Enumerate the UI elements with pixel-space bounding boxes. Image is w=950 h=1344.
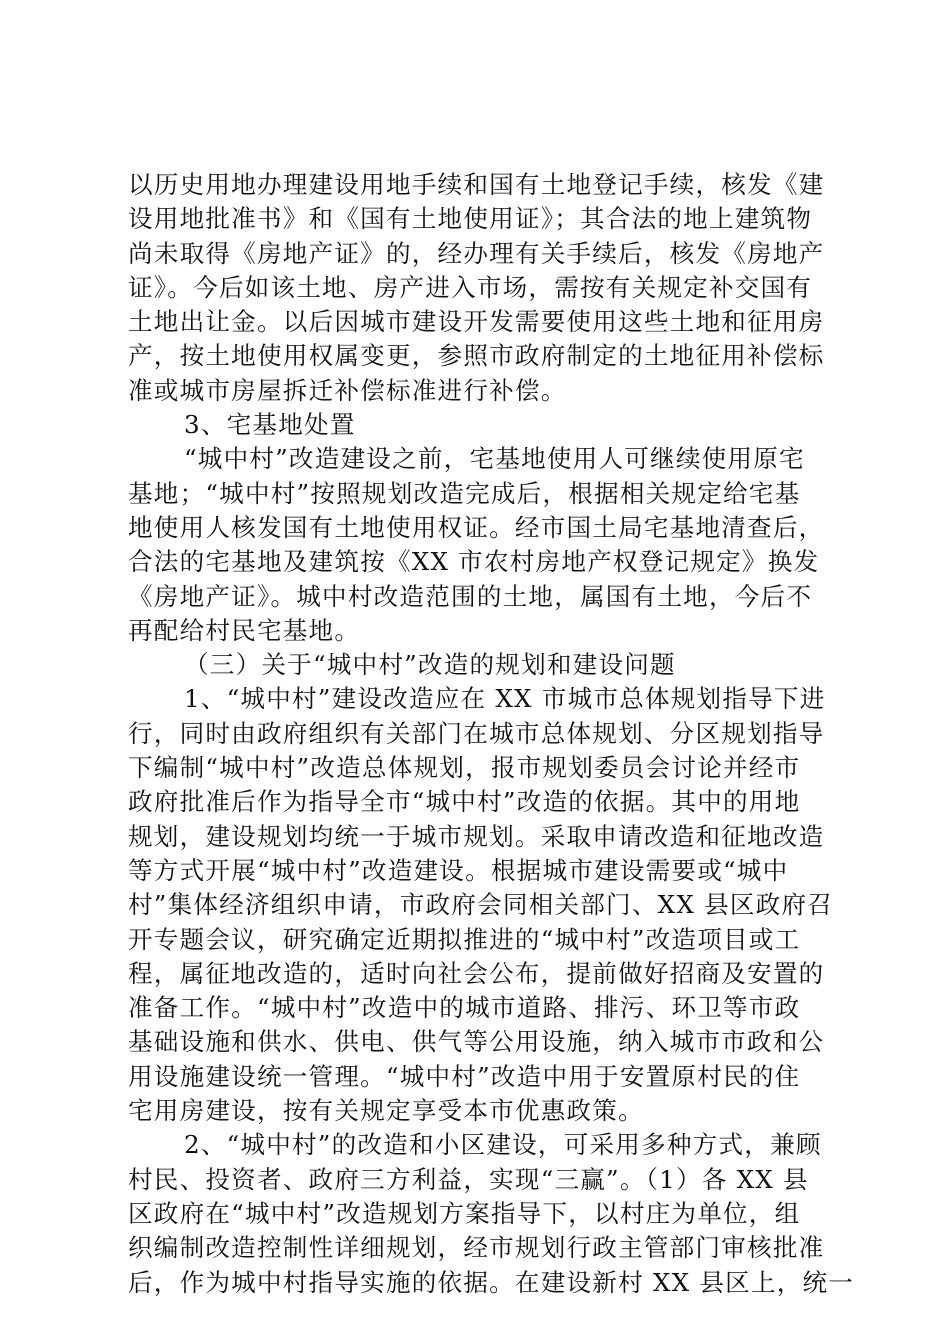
text-line: 后，作为城中村指导实施的依据。在建设新村 XX 县区上，统一 xyxy=(128,1267,855,1297)
text-line: 基础设施和供水、供电、供气等公用设施，纳入城市市政和公 xyxy=(128,1027,825,1057)
section-heading: 3、宅基地处置 xyxy=(184,410,356,440)
text-line: 2、“城中村”的改造和小区建设，可采用多种方式，兼顾 xyxy=(184,1130,822,1160)
text-line: 宅用房建设，按有关规定享受本市优惠政策。 xyxy=(128,1096,644,1126)
text-line: 织编制改造控制性详细规划，经市规划行政主管部门审核批准 xyxy=(128,1233,825,1263)
text-line: 土地出让金。以后因城市建设开发需要使用这些土地和征用房 xyxy=(128,307,825,337)
text-line: 以历史用地办理建设用地手续和国有土地登记手续，核发《建 xyxy=(128,170,825,199)
text-line: 准备工作。“城中村”改造中的城市道路、排污、环卫等市政 xyxy=(128,993,801,1023)
text-line: 1、“城中村”建设改造应在 XX 市城市总体规划指导下进 xyxy=(184,684,826,714)
text-line: 开专题会议，研究确定近期拟推进的“城中村”改造项目或工 xyxy=(128,924,801,954)
section-heading: （三）关于“城中村”改造的规划和建设问题 xyxy=(184,650,676,680)
text-line: 村”集体经济组织申请，市政府会同相关部门、XX 县区政府召 xyxy=(128,890,834,920)
text-line: 再配给村民宅基地。 xyxy=(128,615,361,645)
text-line: 准或城市房屋拆迁补偿标准进行补偿。 xyxy=(128,375,567,405)
document-body xyxy=(128,168,855,1300)
text-line: 程，属征地改造的，适时向社会公布，提前做好招商及安置的 xyxy=(128,958,825,988)
text-line: 行，同时由政府组织有关部门在城市总体规划、分区规划指导 xyxy=(128,718,825,748)
text-line: “城中村”改造建设之前，宅基地使用人可继续使用原宅 xyxy=(184,444,805,474)
text-line: 规划，建设规划均统一于城市规划。采取申请改造和征地改造 xyxy=(128,821,825,851)
text-line: 政府批准后作为指导全市“城中村”改造的依据。其中的用地 xyxy=(128,787,801,817)
text-line: 等方式开展“城中村”改造建设。根据城市建设需要或“城中 xyxy=(128,855,789,885)
text-line: 证》。今后如该土地、房产进入市场，需按有关规定补交国有 xyxy=(128,272,813,302)
text-line: 下编制“城中村”改造总体规划，报市规划委员会讨论并经市 xyxy=(128,753,801,783)
text-line: 地使用人核发国有土地使用权证。经市国土局宅基地清查后， xyxy=(128,512,825,542)
text-line: 基地；“城中村”按照规划改造完成后，根据相关规定给宅基 xyxy=(128,478,801,508)
text-line: 《房地产证》。城中村改造范围的土地，属国有土地，今后不 xyxy=(128,581,813,611)
text-line: 产，按土地使用权属变更，参照市政府制定的土地征用补偿标 xyxy=(128,341,825,371)
text-line: 区政府在“城中村”改造规划方案指导下，以村庄为单位，组 xyxy=(128,1198,801,1228)
text-line: 村民、投资者、政府三方利益，实现“三赢”。（1）各 XX 县 xyxy=(128,1164,809,1194)
text-line: 用设施建设统一管理。“城中村”改造中用于安置原村民的住 xyxy=(128,1061,801,1091)
text-line: 设用地批准书》和《国有土地使用证》；其合法的地上建筑物 xyxy=(128,204,813,234)
text-line: 合法的宅基地及建筑按《XX 市农村房地产权登记规定》换发 xyxy=(128,547,820,577)
text-line: 尚未取得《房地产证》的，经办理有关手续后，核发《房地产 xyxy=(128,238,825,268)
